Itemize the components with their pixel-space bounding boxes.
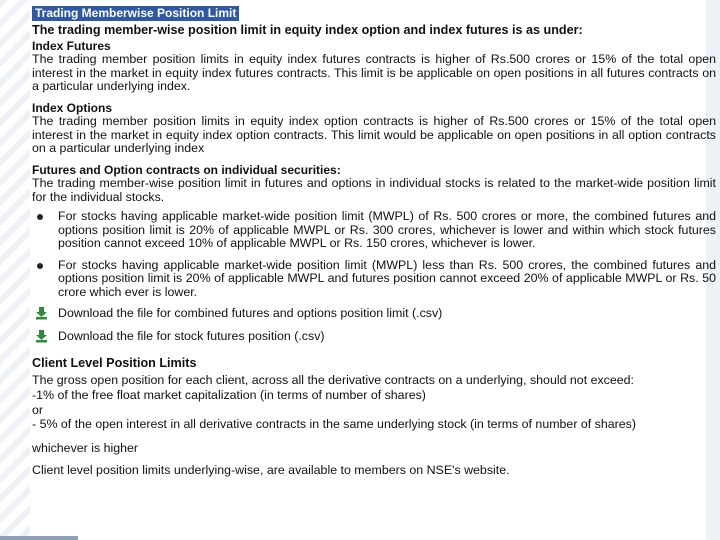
individual-securities-heading: Futures and Option contracts on individual securities: <box>32 162 341 177</box>
bullet-dot-icon <box>37 263 43 269</box>
list-item-text: For stocks having applicable market-wide position limit (MWPL) of Rs. 500 crores or more, the combined futures and options position limit is 20% of applicable MWPL or Rs. 300 crores, whichever is lower and within which stock futures position cannot exceed 10% of applicable MWPL or Rs. 150 crores, whichever is lower. <box>58 209 716 250</box>
download-link-label[interactable]: Download the file for combined futures and options position limit (.csv) <box>58 306 443 320</box>
background-bottom-bar <box>0 536 78 540</box>
index-options-text: The trading member position limits in equity index option contracts is higher of Rs.500 crores or 15% of the total open interest in the market in equity index option contracts. This limit would be applicable on open positions in all option contracts on a particular underlying index <box>32 114 716 155</box>
index-futures-heading: Index Futures <box>32 38 111 53</box>
list-item-text: For stocks having applicable market-wide position limit (MWPL) less than Rs. 500 crores, the combined futures and options position limit is 20% of applicable MWPL and futures position cannot exceed 20% of applicable MWPL or Rs. 50 crore which ever is lower. <box>58 257 716 299</box>
background-stripes <box>0 0 30 540</box>
document-body <box>32 6 716 479</box>
list-item <box>32 259 716 300</box>
download-link-label[interactable]: Download the file for stock futures position (.csv) <box>58 328 325 343</box>
client-limits-intro: The gross open position for each client, across all the derivative contracts on a underlying, should not exceed: <box>32 372 634 387</box>
individual-securities-text: The trading member-wise position limit in futures and options in individual stocks is related to the market-wide position limit for the individual stocks. <box>32 176 716 204</box>
download-arrow-icon <box>35 330 48 343</box>
page-title: Trading Memberwise Position Limit <box>32 6 239 21</box>
client-limits-heading: Client Level Position Limits <box>32 356 197 370</box>
client-limit-whichever: whichever is higher <box>32 440 139 455</box>
index-futures-text: The trading member position limits in equity index futures contracts is higher of Rs.500 crores or 15% of the total open interest in the market in equity index futures contracts. This limit is be applicable on open positions in all futures contracts on a particular underlying index. <box>32 52 716 93</box>
client-limit-or: or <box>32 402 44 417</box>
client-limit-item-1: -1% of the free float market capitalization (in terms of number of shares) <box>32 388 426 402</box>
download-link-stock-futures[interactable] <box>32 330 716 344</box>
bullet-dot-icon <box>37 214 43 220</box>
page-subtitle: The trading member-wise position limit in equity index option and index futures is as under: <box>32 23 583 37</box>
client-limit-item-2: - 5% of the open interest in all derivative contracts in the same underlying stock (in terms of number of shares) <box>32 417 636 431</box>
position-limit-list <box>32 210 716 299</box>
client-limit-footer: Client level position limits underlying-wise, are available to members on NSE's website. <box>32 463 510 477</box>
download-arrow-icon <box>35 307 48 320</box>
index-options-heading: Index Options <box>32 100 113 115</box>
list-item <box>32 210 716 251</box>
download-link-combined[interactable] <box>32 307 716 321</box>
